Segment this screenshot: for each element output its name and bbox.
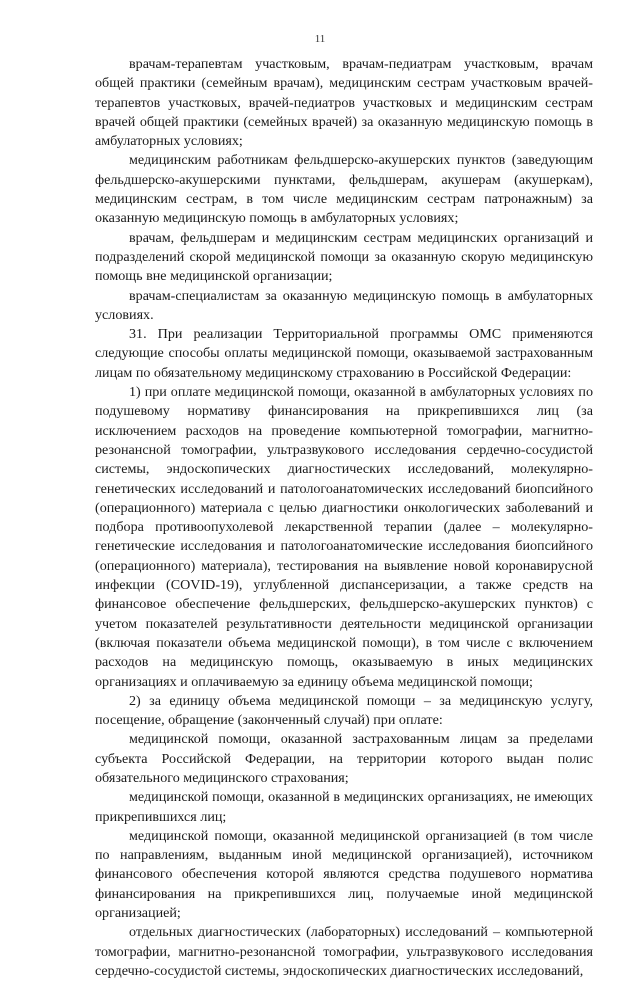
paragraph: 2) за единицу объема медицинской помощи – за медицинскую услугу, посещение, обращение (законченный случай) при оплате:: [95, 692, 593, 729]
paragraph: медицинской помощи, оказанной медицинской организацией (в том числе по направлениям, выданным иной медицинской организацией), источником финансового обеспечения которой являются средства подушевого норматива финансирования на прикрепившихся лиц, получаемые иной медицинской организацией;: [95, 827, 593, 922]
document-body: [95, 55, 593, 981]
paragraph: врачам-терапевтам участковым, врачам-педиатрам участковым, врачам общей практики (семейным врачам), медицинским сестрам участковым врачей-терапевтов участковых, врачей-педиатров участковых и медицинским сестрам врачей общей практики (семейных врачей) за оказанную медицинскую помощь в амбулаторных условиях;: [95, 56, 593, 150]
paragraph: врачам-специалистам за оказанную медицинскую помощь в амбулаторных условиях.: [95, 287, 593, 323]
page-number: 11: [314, 33, 326, 45]
paragraph: медицинской помощи, оказанной в медицинских организациях, не имеющих прикрепившихся лиц;: [95, 789, 593, 825]
paragraph: 1) при оплате медицинской помощи, оказанной в амбулаторных условиях по подушевому нормативу финансирования на прикрепившихся лиц (за исключением расходов на проведение компьютерной томографии, магнитно-резонансной томографии, ультразвукового исследования сердечно-сосудистой системы, эндоскопических диагностических исследований, молекулярно-генетических исследований и патологоанатомических исследований биопсийного (операционного) материала с целью диагностики онкологических заболеваний и подбора противоопухолевой лекарственной терапии (далее – молекулярно-генетические исследования и патологоанатомические исследования биопсийного (операционного) материала), тестирования на выявление новой коронавирусной инфекции (COVID-19), углубленной диспансеризации, а также средств на финансовое обеспечение фельдшерских, фельдшерско-акушерских пунктов) с учетом показателей результативности деятельности медицинской организации (включая показатели объема медицинской помощи), в том числе с включением расходов на медицинскую помощь, оказываемую в иных медицинских организациях и оплачиваемую за единицу объема медицинской помощи;: [95, 384, 593, 690]
paragraph: отдельных диагностических (лабораторных) исследований – компьютерной томографии, магнитно-резонансной томографии, ультразвукового исследования сердечно-сосудистой системы, эндоскопических диагностических исследований,: [95, 924, 593, 979]
paragraph: медицинской помощи, оказанной застрахованным лицам за пределами субъекта Российской Федерации, на территории которого выдан полис обязательного медицинского страхования;: [95, 731, 593, 786]
paragraph: врачам, фельдшерам и медицинским сестрам медицинских организаций и подразделений скорой медицинской помощи за оказанную скорую медицинскую помощь вне медицинской организации;: [95, 229, 593, 285]
paragraph: медицинским работникам фельдшерско-акушерских пунктов (заведующим фельдшерско-акушерскими пунктами, фельдшерам, акушерам (акушеркам), медицинским сестрам, в том числе медицинским сестрам патронажным) за оказанную медицинскую помощь в амбулаторных условиях;: [95, 152, 593, 227]
paragraph: 31. При реализации Территориальной программы ОМС применяются следующие способы оплаты медицинской помощи, оказываемой застрахованным лицам по обязательному медицинскому страхованию в Российской Федерации:: [95, 326, 593, 381]
